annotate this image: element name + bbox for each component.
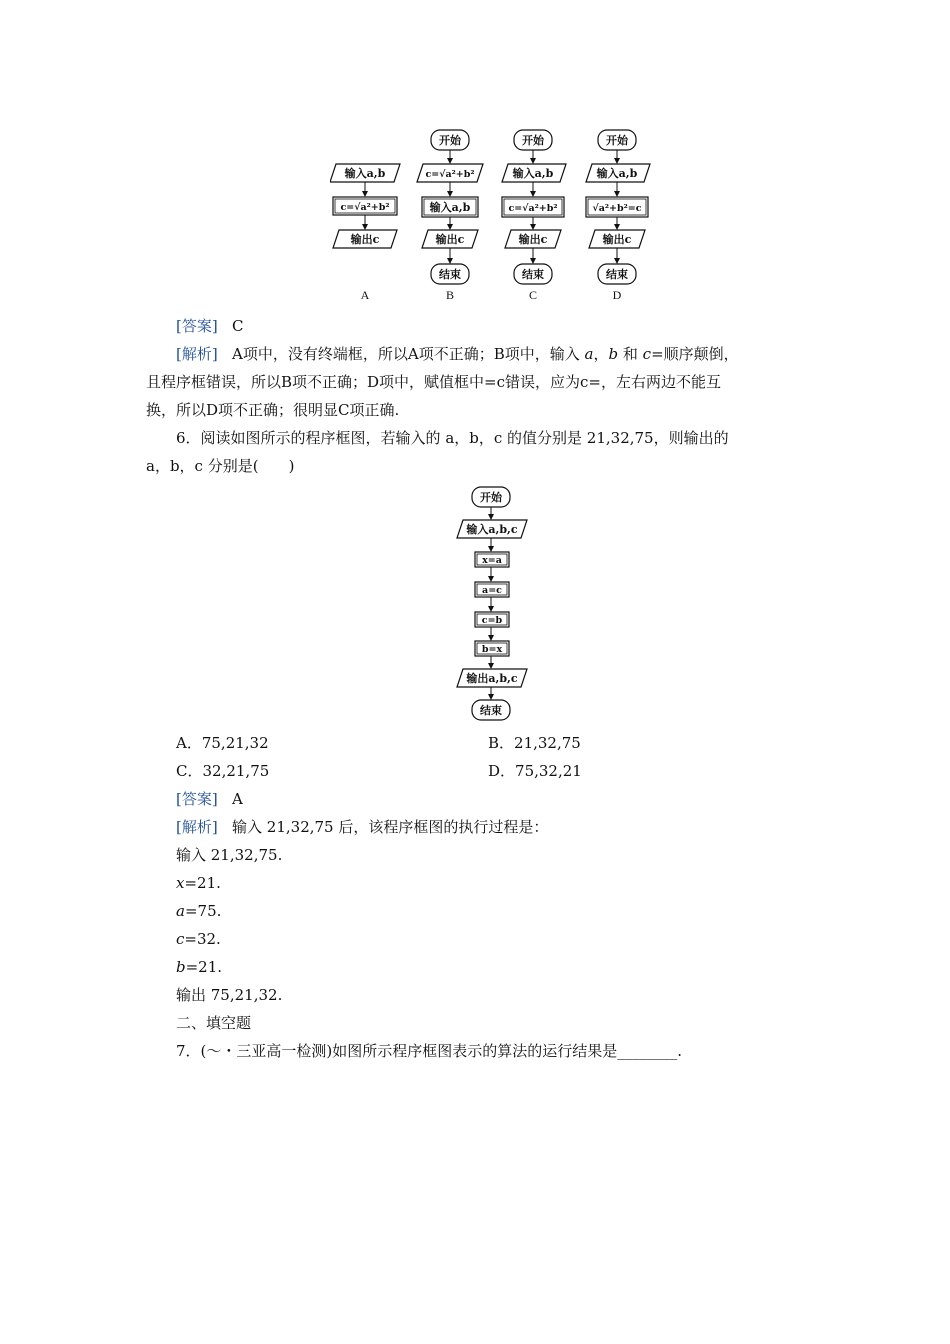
q6-step: c=32. xyxy=(176,930,221,948)
option-label: A xyxy=(360,288,370,302)
q5-flowcharts xyxy=(330,126,670,306)
q6-step: 输出 75,21,32. xyxy=(176,986,283,1004)
analysis-text: 和 xyxy=(622,345,638,363)
analysis-text: A项中，没有终端框，所以A项不正确；B项中，输入 xyxy=(232,345,580,363)
q5-analysis-line-1: [解析] A项中，没有终端框，所以A项不正确；B项中，输入 a，b 和 c=顺序颠倒， xyxy=(176,345,739,363)
flow-step: 结束 xyxy=(480,704,502,717)
flow-step: 开始 xyxy=(480,491,502,504)
flow-step: 输出c xyxy=(602,233,632,246)
flowchart-option-c xyxy=(502,130,566,302)
flow-step: c=√a²+b² xyxy=(425,169,475,180)
flow-step: √a²+b²=c xyxy=(592,203,642,214)
flow-step: 输入a,b xyxy=(512,167,554,180)
flow-step: 输出a,b,c xyxy=(466,672,518,685)
flow-step: c=b xyxy=(481,615,503,626)
answer-tag: [答案] xyxy=(176,317,218,335)
flow-step: 输入a,b,c xyxy=(466,523,518,536)
q5-analysis-line-2: 且程序框错误，所以B项不正确；D项中，赋值框中=c错误，应为c=，左右两边不能互 xyxy=(146,373,721,391)
section-heading: 二、填空题 xyxy=(176,1014,252,1032)
flowchart-option-b xyxy=(417,130,483,302)
flow-step: a=c xyxy=(482,585,502,596)
q6-step: a=75. xyxy=(176,902,222,920)
option-label: C xyxy=(528,288,538,302)
flow-step: b=x xyxy=(481,644,503,655)
q6-stem-line-1: 6．阅读如图所示的程序框图，若输入的 a，b，c 的值分别是 21,32,75，则输出的 xyxy=(176,429,729,447)
flow-step: 输入a,b xyxy=(429,201,471,214)
flow-step: 结束 xyxy=(606,268,628,281)
q6-analysis-intro xyxy=(176,817,548,837)
answer-value: C xyxy=(232,317,244,335)
flow-step: 输出c xyxy=(435,233,465,246)
option-c: C．32,21,75 xyxy=(176,762,270,780)
option-d: D．75,32,21 xyxy=(488,762,582,780)
q5-analysis-line-3: 换，所以D项不正确；很明显C项正确. xyxy=(146,401,400,419)
analysis-text: =顺序颠倒， xyxy=(651,345,739,363)
answer-value: A xyxy=(232,790,243,808)
flow-step: 开始 xyxy=(439,134,461,147)
flow-step: x=a xyxy=(482,555,502,566)
flow-step: 输出c xyxy=(350,233,380,246)
q6-step: 输入 21,32,75. xyxy=(176,846,283,864)
q7-stem: 7．(～・三亚高一检测)如图所示程序框图表示的算法的运行结果是________. xyxy=(176,1042,683,1060)
q6-step: b=21. xyxy=(176,958,223,976)
q6-stem-line-2: a，b，c 分别是( ) xyxy=(146,457,295,475)
flow-step: 开始 xyxy=(606,134,628,147)
flow-step: 结束 xyxy=(522,268,544,281)
answer-tag: [答案] xyxy=(176,790,218,808)
flow-step: 输入a,b xyxy=(596,167,638,180)
option-label: B xyxy=(445,288,455,302)
analysis-tag: [解析] xyxy=(176,818,218,836)
analysis-tag: [解析] xyxy=(176,345,218,363)
q6-answer xyxy=(176,789,243,809)
flowchart-option-d xyxy=(586,130,650,302)
option-label: D xyxy=(612,288,622,302)
flow-step: 输入a,b xyxy=(344,167,386,180)
flowchart-option-a xyxy=(330,164,400,302)
q6-flowchart xyxy=(446,484,536,724)
flow-step: c=√a²+b² xyxy=(340,202,390,213)
flow-step: 输出c xyxy=(518,233,548,246)
option-a: A．75,21,32 xyxy=(176,734,269,752)
flow-step: 结束 xyxy=(439,268,461,281)
option-b: B．21,32,75 xyxy=(488,734,581,752)
flow-step: c=√a²+b² xyxy=(508,203,558,214)
flow-step: 开始 xyxy=(522,134,544,147)
analysis-text: 输入 21,32,75 后，该程序框图的执行过程是： xyxy=(232,818,549,836)
q5-answer xyxy=(176,316,244,336)
q6-step: x=21. xyxy=(176,874,221,892)
